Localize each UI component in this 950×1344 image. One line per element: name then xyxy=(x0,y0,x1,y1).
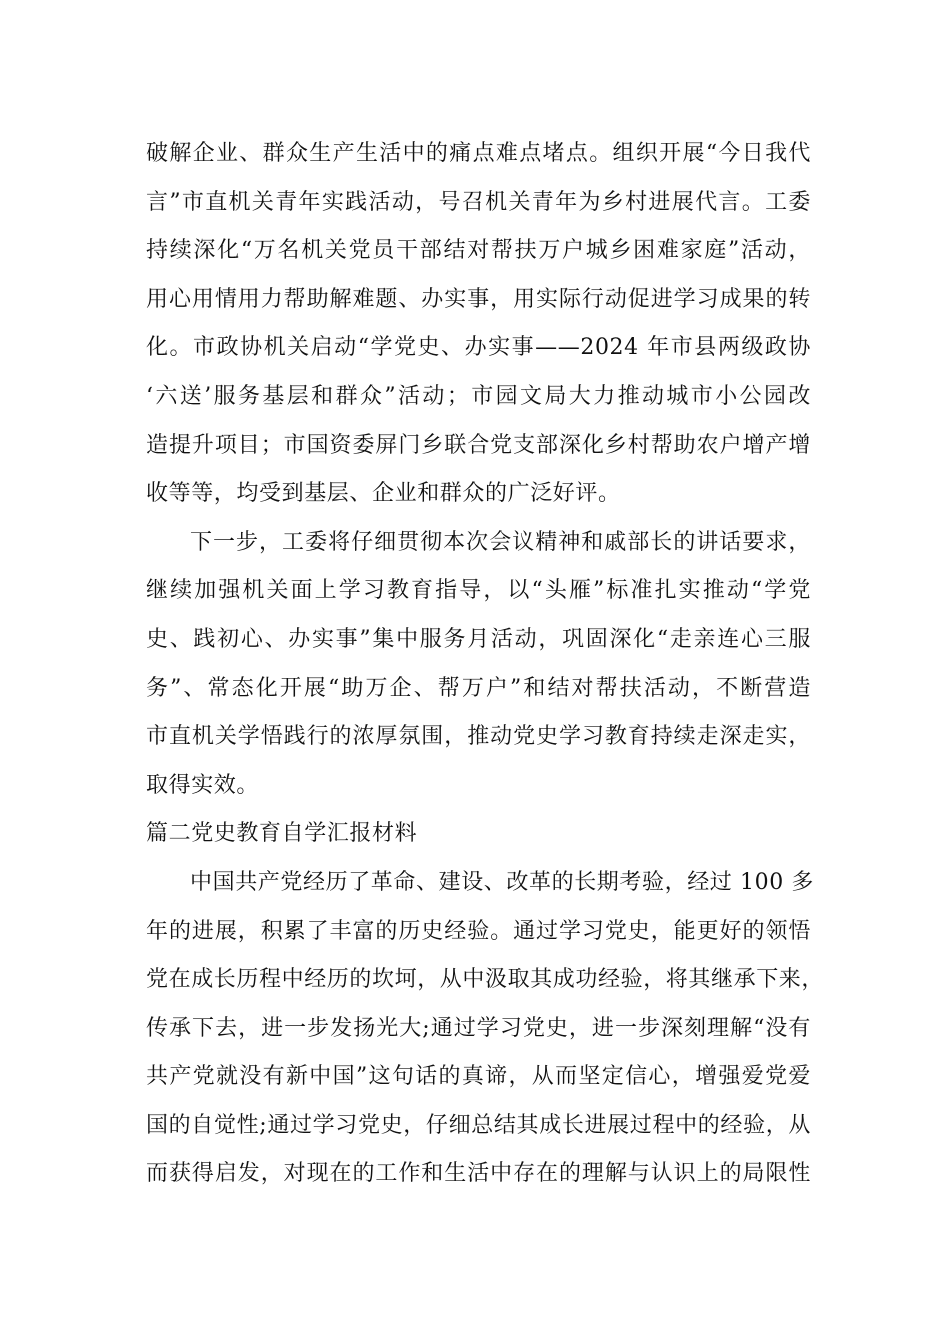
section-heading: 篇二党史教育自学汇报材料 xyxy=(146,821,418,847)
paragraph-line: 造提升项目；市国资委屏门乡联合党支部深化乡村帮助农户增产增 xyxy=(146,432,811,458)
paragraph-line: 持续深化“万名机关党员干部结对帮扶万户城乡困难家庭”活动， xyxy=(146,238,811,264)
paragraph-line: 中国共产党经历了革命、建设、改革的长期考验，经过 100 多 xyxy=(190,869,814,895)
paragraph-2 xyxy=(146,519,811,811)
paragraph-1 xyxy=(146,130,811,519)
document-body xyxy=(146,130,825,1199)
paragraph-line: 共产党就没有新中国”这句话的真谛，从而坚定信心，增强爱党爱 xyxy=(146,1064,811,1090)
paragraph-line: 而获得启发，对现在的工作和生活中存在的理解与认识上的局限性 xyxy=(146,1161,811,1187)
paragraph-line: 市直机关学悟践行的浓厚氛围，推动党史学习教育持续走深走实， xyxy=(146,724,811,750)
paragraph-line: 取得实效。 xyxy=(146,772,260,798)
paragraph-line: 化。市政协机关启动“学党史、办实事——2024 年市县两级政协 xyxy=(146,335,811,361)
paragraph-line: 收等等，均受到基层、企业和群众的广泛好评。 xyxy=(146,481,621,507)
paragraph-line: 继续加强机关面上学习教育指导，以“头雁”标准扎实推动“学党 xyxy=(146,578,811,604)
paragraph-line: 下一步，工委将仔细贯彻本次会议精神和戚部长的讲话要求， xyxy=(190,529,811,555)
paragraph-line: ‘六送’服务基层和群众”活动；市园文局大力推动城市小公园改 xyxy=(146,383,811,409)
paragraph-line: 年的进展，积累了丰富的历史经验。通过学习党史，能更好的领悟 xyxy=(146,918,811,944)
paragraph-3 xyxy=(146,859,825,1199)
paragraph-line: 破解企业、群众生产生活中的痛点难点堵点。组织开展“今日我代 xyxy=(146,141,811,166)
paragraph-line: 党在成长历程中经历的坎坷，从中汲取其成功经验，将其继承下来， xyxy=(146,967,825,993)
paragraph-line: 国的自觉性;通过学习党史，仔细总结其成长进展过程中的经验，从 xyxy=(146,1112,811,1138)
paragraph-line: 言”市直机关青年实践活动，号召机关青年为乡村进展代言。工委 xyxy=(146,189,811,215)
paragraph-line: 用心用情用力帮助解难题、办实事，用实际行动促进学习成果的转 xyxy=(146,286,811,312)
paragraph-line: 史、践初心、办实事”集中服务月活动，巩固深化“走亲连心三服 xyxy=(146,626,811,652)
paragraph-line: 传承下去，进一步发扬光大;通过学习党史，进一步深刻理解“没有 xyxy=(146,1015,811,1041)
paragraph-line: 务”、常态化开展“助万企、帮万户”和结对帮扶活动，不断营造 xyxy=(146,675,811,701)
